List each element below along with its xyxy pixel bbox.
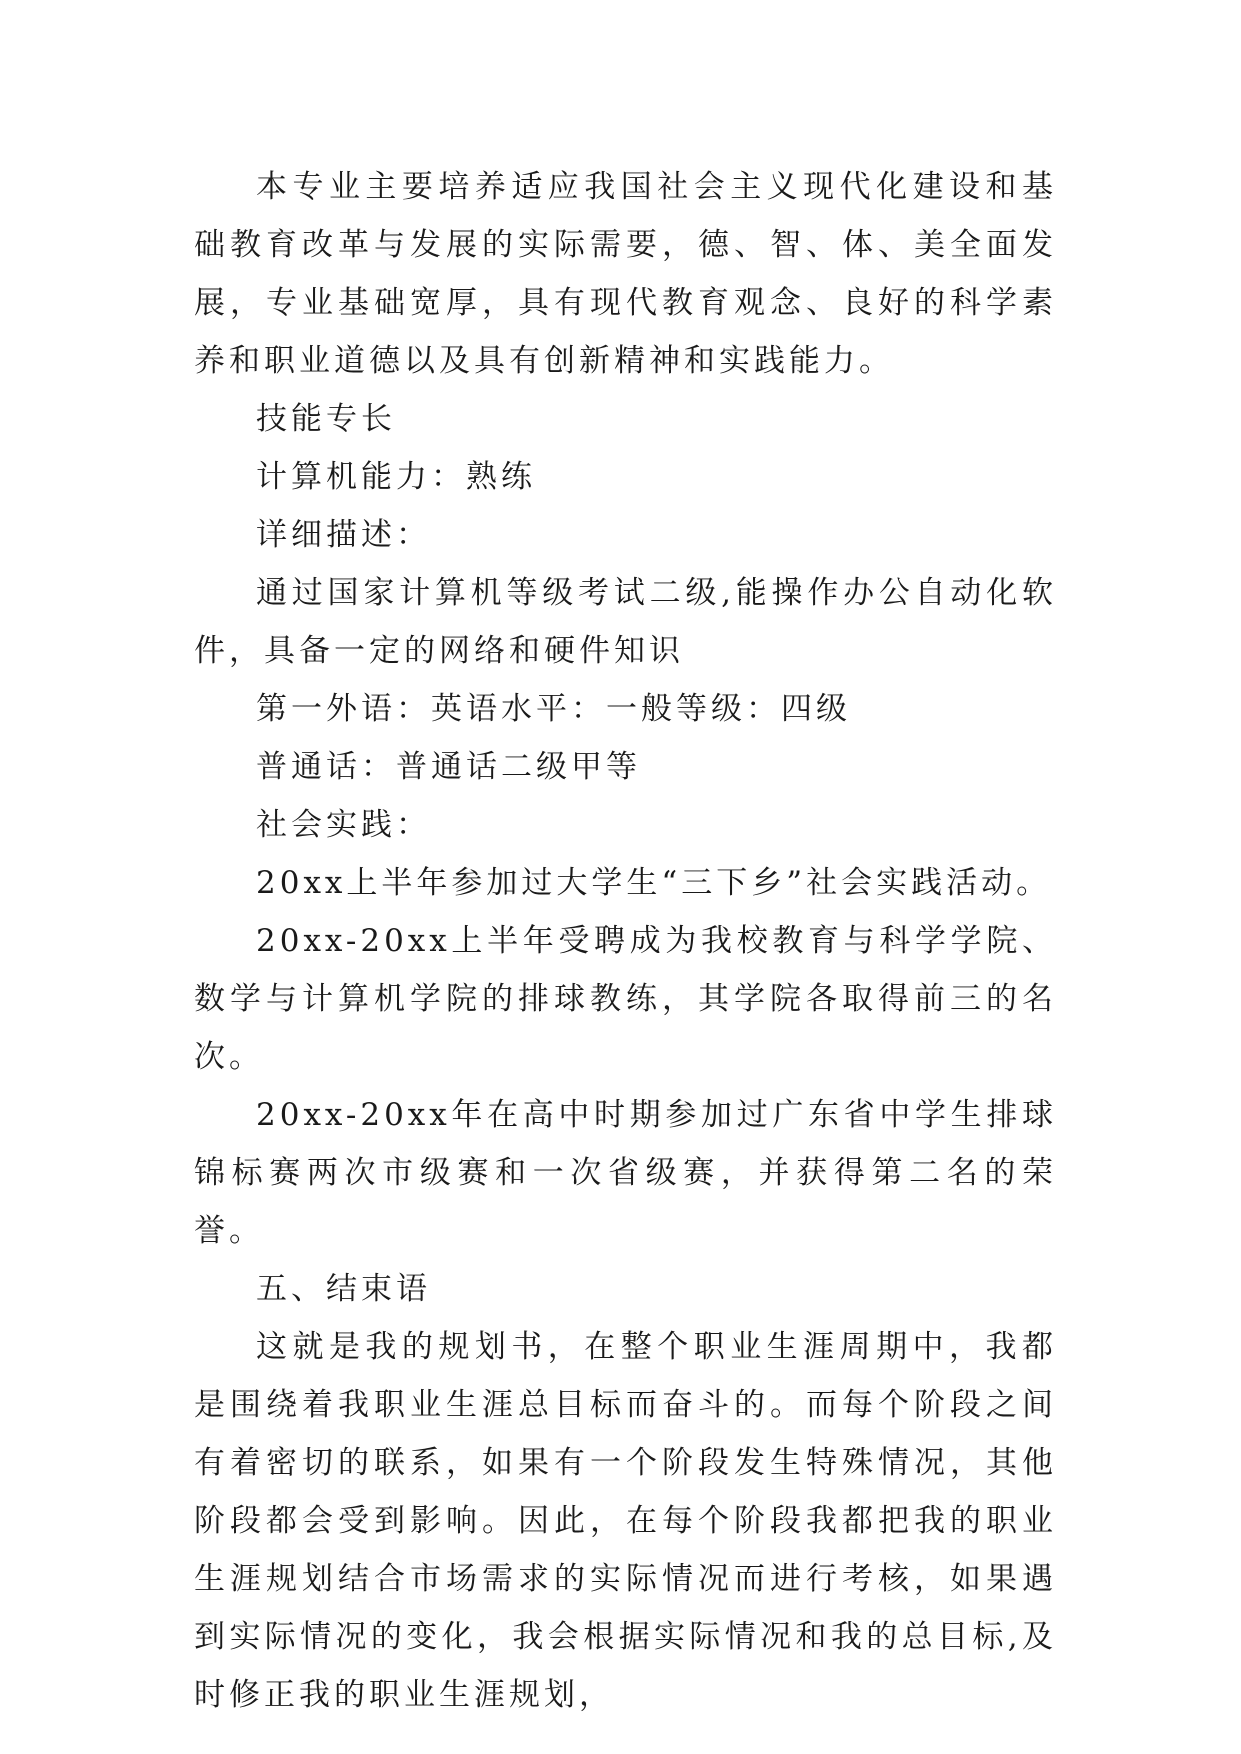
paragraph-foreign-language: 第一外语：英语水平：一般等级：四级 [256, 691, 851, 727]
paragraph-detail-label: 详细描述： [256, 517, 431, 553]
document-body [194, 158, 1057, 1724]
paragraph-practice-1: 20xx上半年参加过大学生“三下乡”社会实践活动。 [256, 865, 1052, 901]
paragraph-computer-ability: 计算机能力：熟练 [256, 459, 536, 495]
paragraph-practice-3: 20xx-20xx年在高中时期参加过广东省中学生排球锦标赛两次市级赛和一次省级赛，并获得第二名的荣誉。 [194, 1097, 1057, 1249]
paragraph-conclusion: 这就是我的规划书，在整个职业生涯周期中，我都是围绕着我职业生涯总目标而奋斗的。而每个阶段之间有着密切的联系，如果有一个阶段发生特殊情况，其他阶段都会受到影响。因此，在每个阶段我都把我的职业生涯规划结合市场需求的实际情况而进行考核，如果遇到实际情况的变化，我会根据实际情况和我的总目标,及时修正我的职业生涯规划， [194, 1329, 1057, 1713]
paragraph-practice-2: 20xx-20xx上半年受聘成为我校教育与科学学院、数学与计算机学院的排球教练，其学院各取得前三的名次。 [194, 923, 1057, 1075]
paragraph-mandarin: 普通话：普通话二级甲等 [256, 749, 641, 785]
heading-conclusion: 五、结束语 [256, 1271, 431, 1307]
heading-skills: 技能专长 [256, 401, 396, 437]
paragraph-computer-detail: 通过国家计算机等级考试二级,能操作办公自动化软件，具备一定的网络和硬件知识 [194, 575, 1057, 669]
paragraph-training-goal: 本专业主要培养适应我国社会主义现代化建设和基础教育改革与发展的实际需要，德、智、体、美全面发展，专业基础宽厚，具有现代教育观念、良好的科学素养和职业道德以及具有创新精神和实践能力。 [194, 169, 1057, 379]
heading-social-practice: 社会实践： [256, 807, 431, 843]
